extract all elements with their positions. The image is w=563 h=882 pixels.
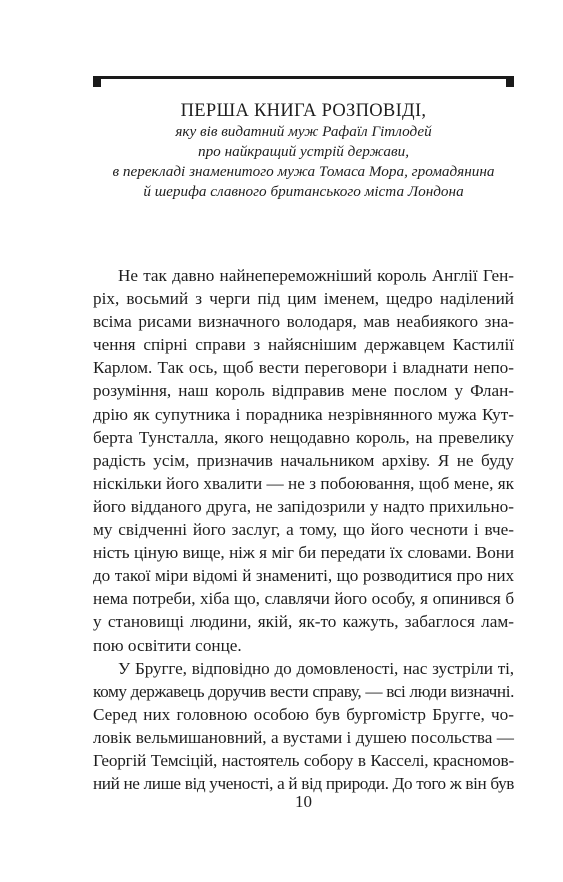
- header-square-left: [93, 79, 101, 87]
- text-line: розуміння, наш король відправив мене послом у Флан-: [93, 381, 514, 401]
- text-line: нема потреби, хіба що, славлячи його особу, я опинився б: [93, 589, 514, 609]
- text-line: берта Тунсталла, якого нещодавно король, на превелику: [93, 427, 514, 447]
- chapter-subtitle-line: про найкращий устрій держави,: [197, 143, 410, 160]
- chapter-subtitle-line: яку вів видатний муж Рафаїл Гітлодей: [175, 123, 432, 140]
- text-line: у становищі людини, якій, як-то кажуть, забаглося лам-: [93, 612, 514, 632]
- text-line: пою освітити сонце.: [93, 635, 242, 655]
- header-rule: [93, 76, 514, 79]
- text-line: му свідченні його заслуг, а тому, що його чесноти і вче-: [93, 520, 514, 540]
- text-line: ніскільки його хвалити — не з побоювання, щоб мене, як: [93, 473, 514, 493]
- chapter-subtitle-line: й шерифа славного британського міста Лондона: [143, 183, 464, 200]
- paragraph-1: [93, 264, 514, 657]
- text-line: Георгій Темсіцій, настоятель собору в Касселі, красномов-: [93, 750, 514, 770]
- paragraph-2: [93, 657, 514, 796]
- text-line: ний не лише від ученості, а й від природи. До того ж він був: [93, 774, 514, 794]
- page-number: 10: [295, 792, 312, 811]
- text-line: Серед них головною особою був бургомістр Бругге, чо-: [93, 704, 514, 724]
- chapter-title: ПЕРША КНИГА РОЗПОВІДІ,: [180, 101, 427, 121]
- text-line: У Бругге, відповідно до домовленості, нас зустріли ті,: [118, 658, 514, 678]
- text-line: всіма рисами визначного володаря, мав неабиякого зна-: [93, 312, 514, 332]
- text-line: ловік вельмишановний, а вустами і душею посольства —: [93, 727, 514, 747]
- text-line: кому державець доручив вести справу, — всі люди визначні.: [93, 681, 514, 701]
- chapter-heading: [93, 100, 514, 202]
- text-line: Не так давно найнепереможніший король Англії Ген-: [118, 266, 514, 285]
- text-line: ність ціную вище, ніж я міг би передати їх словами. Вони: [93, 543, 514, 563]
- text-line: до такої міри відомі й знамениті, що розводитися про них: [93, 566, 514, 586]
- text-line: його відданого друга, не запідозрили у надто прихильно-: [93, 496, 514, 516]
- body-text: [93, 264, 514, 795]
- chapter-subtitle-line: в перекладі знаменитого мужа Томаса Мора, громадянина: [112, 163, 495, 180]
- text-line: ріх, восьмий з черги під цим іменем, щедро наділений: [93, 289, 514, 309]
- header-square-right: [506, 79, 514, 87]
- text-line: чення спірні справи з найяснішим державцем Кастилії: [93, 335, 514, 355]
- text-line: дрію як супутника і порадника незрівнянного мужа Кут-: [93, 404, 514, 424]
- text-line: Карлом. Так ось, щоб вести переговори і владнати непо-: [93, 358, 514, 378]
- text-line: радість усім, призначив начальником архіву. Я не буду: [93, 450, 514, 470]
